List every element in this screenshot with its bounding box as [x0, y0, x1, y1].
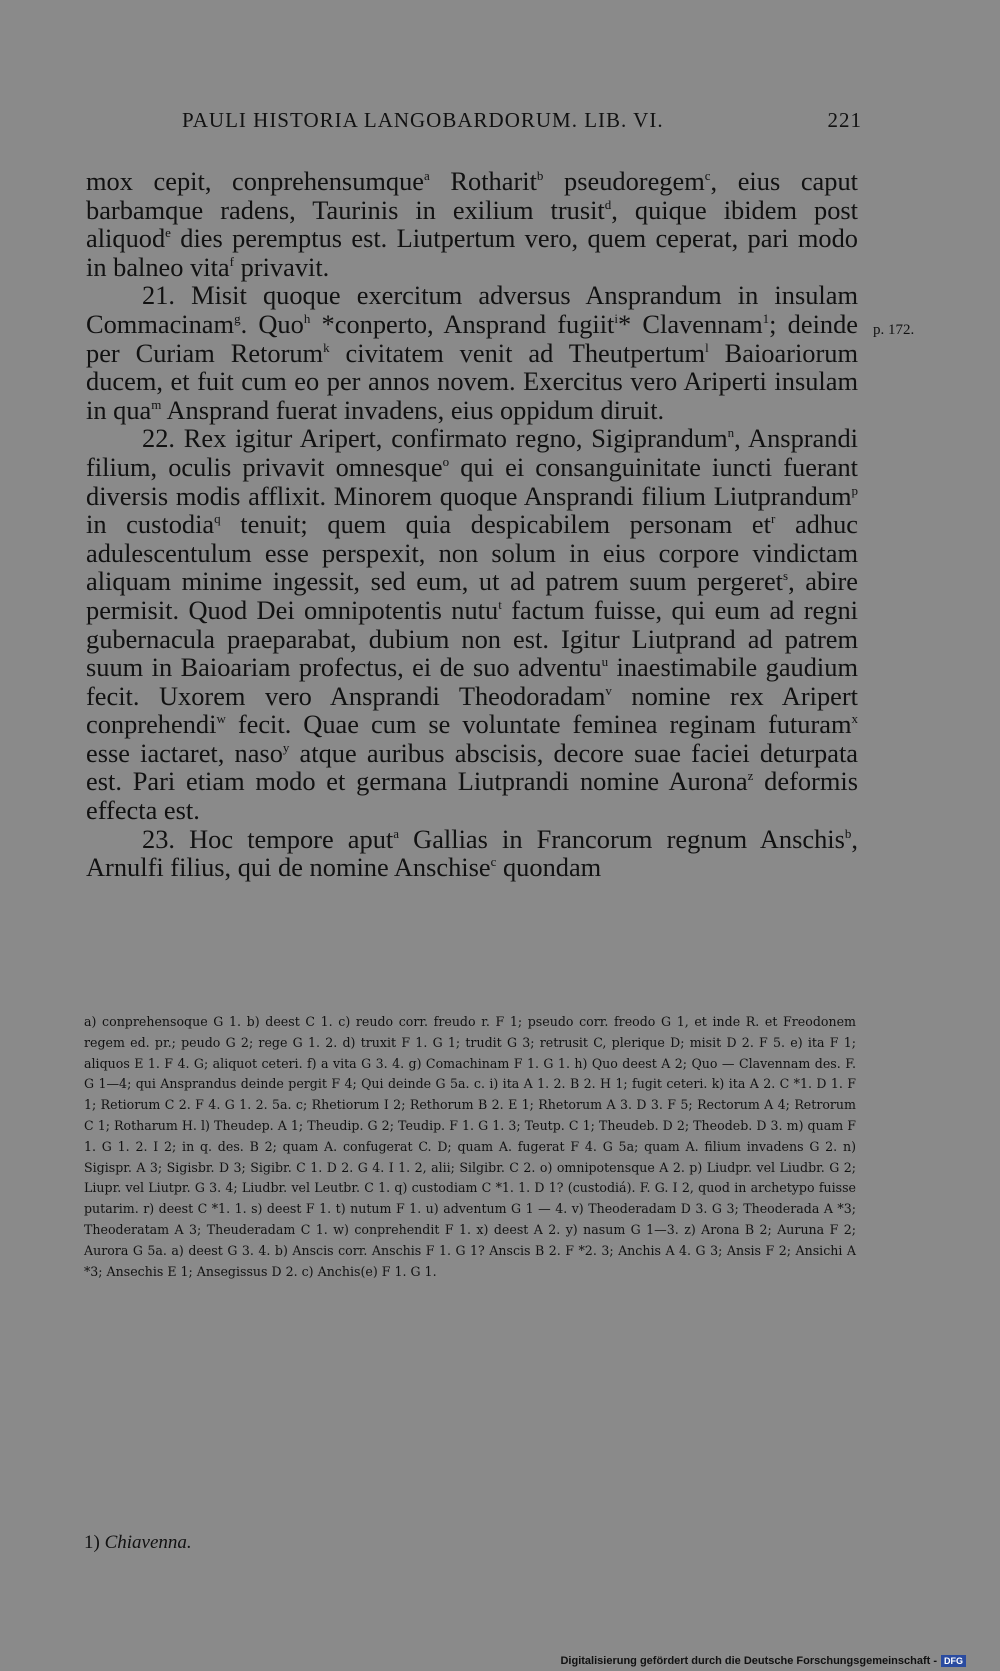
apparatus-text: a) conprehensoque G 1. b) deest C 1. c) reudo corr. freudo r. F 1; pseudo corr. freodo G 1, et inde R. et Freodonem regem ed. pr.; peudo G 2; rege G 1. 2. d) truxit F 1. G 1; trudit G 3; retrusit C, plerique D; misit D 2. F 5. e) ita F 1; aliquos E 1. F 4. G; aliquot ceteri. f) a vita G 3. 4. g) Comachinam F 1. G 1. h) Quo deest A 2; Quo — Clavennam des. F. G 1—4; qui Ansprandus deinde pergit F 4; Qui deinde G 5a. c. i) ita A 1. 2. B 2. H 1; fugit ceteri. k) ita A 2. C *1. D 1. F 1; Retiorum C 2. F 4. G 1. 2. 5a. c; Rhetiorum I 2; Rethorum B 2. E 1; Rhetorum A 3. D 3. F 5; Rectorum A 4; Retrorum C 1; Rotharum H. l) Theudep. A 1; Theudip. G 2; Teudip. F 1. G 1. 3; Teutp. C 1; Theudeb. D 2; Theodeb. D 3. m) quam F 1. G 1. 2. I 2; in q. des. B 2; quam A. confugerat C. D; quam A. fugerat F 4. G 5a; quam A. filium invadens G 2. n) Sigispr. A 3; Sigisbr. D 3; Sigibr. C 1. D 2. G 4. I 1. 2, alii; Silgibr. C 2. o) omnipotensque A 2. p) Liudpr. vel Liudbr. G 2; Liupr. vel Liutpr. G 3. 4; Liudbr. vel Leutbr. C 1. q) custodiam C *1. 1. D 1? (custodiá). F. G. I 2, quod in archetypo fuisse putarim. r) deest C *1. 1. s) deest F 1. t) nutum F 1. u) adventum G 1 — 4. v) Theoderadam D 3. G 3; Theoderada A *3; Theoderatam A 3; Theuderadam C 1. w) conprehendit F 1. x) deest A 2. y) nasum G 1—3. z) Arona B 2; Auruna F 2; Aurora G 5a. a) deest G 3. 4. b) Anscis corr. Anschis F 1. G 1? Anscis B 2. F *2. 3; Anchis A 4. G 3; Ansis F 2; Ansichi A *3; Ansechis E 1; Ansegissus D 2. c) Anchis(e) F 1. G 1. — [84, 1014, 856, 1279]
main-text — [86, 167, 858, 882]
running-header — [182, 108, 862, 133]
credit-text: Digitalisierung gefördert durch die Deutsche Forschungsgemeinschaft - — [560, 1655, 937, 1667]
paragraph-22: 22. Rex igitur Aripert, confirmato regno, Sigiprandum$^n$, Ansprandi filium, oculis privavit omnesque$^o$ qui ei consanguinitate iuncti fuerant diversis modis afflixit. Minorem quoque Ansprandi filium Liutprandum$^p$ in custodia$^q$ tenuit; quem quia despicabilem personam $et^r$ adhuc adulescentulum esse perspexit, non solum in eius corpore vindictam aliquam minime ingessit, sed eum, ut ad patrem suum pergeret$^s$, abire permisit. Quod Dei omnipotentis nutu$^t$ factum fuisse, qui eum ad regni gubernacula praeparabat, dubium non est. Igitur Liutprand ad patrem suum in Baioariam profectus, ei de suo adventu$^u$ inaestimabile gaudium fecit. Uxorem vero Ansprandi Theodoradam$^v$ nomine rex Aripert conprehendi$^w$ fecit. Quae cum se voluntate feminea reginam futuram$^x$ esse iactaret, naso$^y$ atque auribus abscisis, decore suae faciei deturpata est. Pari etiam modo et germana Liutprandi nomine Aurona$^z$ deformis effecta est. — [86, 423, 858, 826]
margin-page-reference: p. 172. — [873, 322, 915, 338]
dfg-logo-icon: DFG — [941, 1655, 966, 1667]
page-number: 221 — [827, 108, 862, 132]
digitization-credit — [560, 1655, 966, 1667]
paragraph-21: 21. Misit quoque exercitum adversus Ansprandum in insulam Commacinam$^g$. Quo$^h$ *conperto, Ansprand fugiit$^i$* Clavennam$^1$; deinde per Curiam Retorum$^k$ civitatem venit ad Theutpertum$^l$ Baioariorum ducem, et fuit cum eo per annos novem. Exercitus vero Ariperti insulam in qua$^m$ Ansprand fuerat invadens, eius oppidum diruit. — [86, 280, 859, 425]
running-title: PAULI HISTORIA LANGOBARDORUM. LIB. VI. — [182, 108, 664, 132]
footnote-marker: 1) — [84, 1532, 100, 1553]
footnote-text: Chiavenna. — [104, 1532, 192, 1553]
paragraph-23: 23. Hoc tempore aput$^a$ Gallias in Francorum regnum Anschis$^b$, Arnulfi filius, qui de nomine Anschise$^c$ quondam — [86, 823, 858, 883]
footnote — [84, 1532, 192, 1554]
critical-apparatus — [84, 1012, 856, 1282]
paragraph-continuation: mox cepit, conprehensumque$^a$ Rotharit$^b$ pseudoregem$^c$, eius caput barbamque radens, Taurinis in exilium trusit$^d$, quique ibidem post aliquod$^e$ dies peremptus est. Liutpertum vero, quem ceperat, pari modo in balneo vita$^f$ privavit. — [86, 166, 858, 282]
